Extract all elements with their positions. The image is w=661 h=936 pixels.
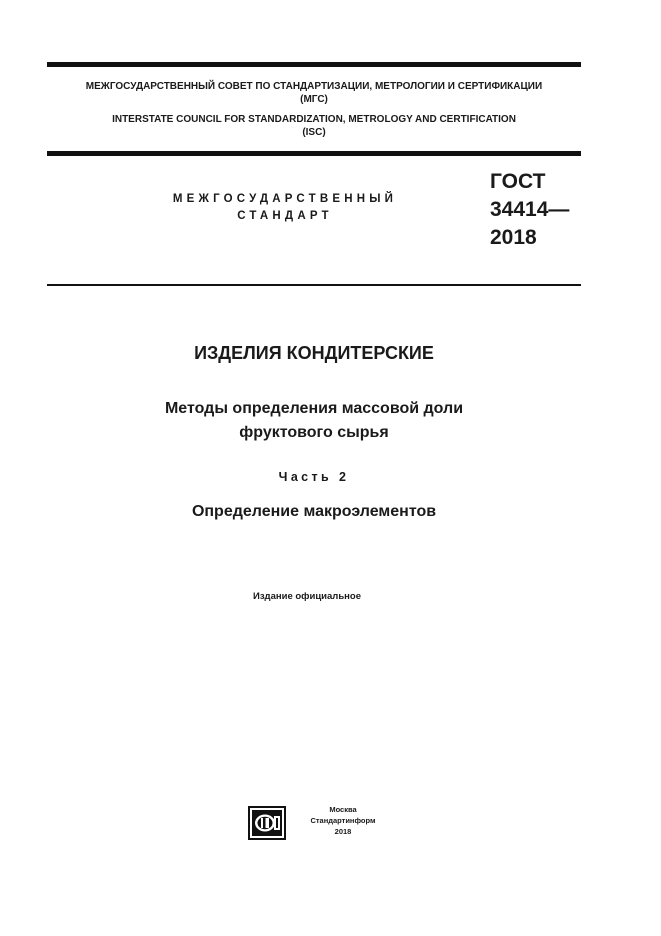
standard-label-line1: МЕЖГОСУДАРСТВЕННЫЙ (172, 193, 398, 205)
publisher-block (248, 804, 398, 842)
part-title: Определение макроэлементов (191, 503, 437, 520)
document-title: ИЗДЕЛИЯ КОНДИТЕРСКИЕ (194, 343, 434, 363)
standard-type-label (140, 191, 430, 225)
council-ru-line1: МЕЖГОСУДАРСТВЕННЫЙ СОВЕТ ПО СТАНДАРТИЗАЦИИ, МЕТРОЛОГИИ И СЕРТИФИКАЦИИ (85, 81, 543, 92)
council-name-en (47, 113, 581, 139)
standard-label-line2: СТАНДАРТ (237, 210, 333, 222)
gost-code: 34414— (490, 198, 570, 221)
standard-block-rule (47, 284, 581, 286)
publisher-city: Москва (329, 805, 357, 814)
subtitle-line2: фруктового сырья (239, 424, 389, 441)
council-name-ru (47, 80, 581, 106)
publisher-year: 2018 (334, 827, 352, 836)
document-subtitle (47, 397, 581, 445)
gost-year: 2018 (490, 226, 537, 249)
publisher-name: Стандартинформ (310, 816, 376, 825)
header-bottom-rule (47, 151, 581, 156)
part-number: Часть 2 (278, 470, 350, 484)
council-ru-abbrev: (МГС) (300, 94, 328, 105)
council-en-abbrev: (ISC) (302, 127, 326, 138)
gost-number (490, 168, 569, 252)
council-en-line1: INTERSTATE COUNCIL FOR STANDARDIZATION, METROLOGY AND CERTIFICATION (112, 114, 516, 125)
publisher-text (288, 804, 398, 837)
subtitle-line1: Методы определения массовой доли (164, 400, 464, 417)
gost-prefix: ГОСТ (490, 170, 546, 193)
standartinform-logo-icon (248, 806, 286, 840)
edition-note: Издание официальное (253, 591, 361, 602)
top-rule (47, 62, 581, 67)
